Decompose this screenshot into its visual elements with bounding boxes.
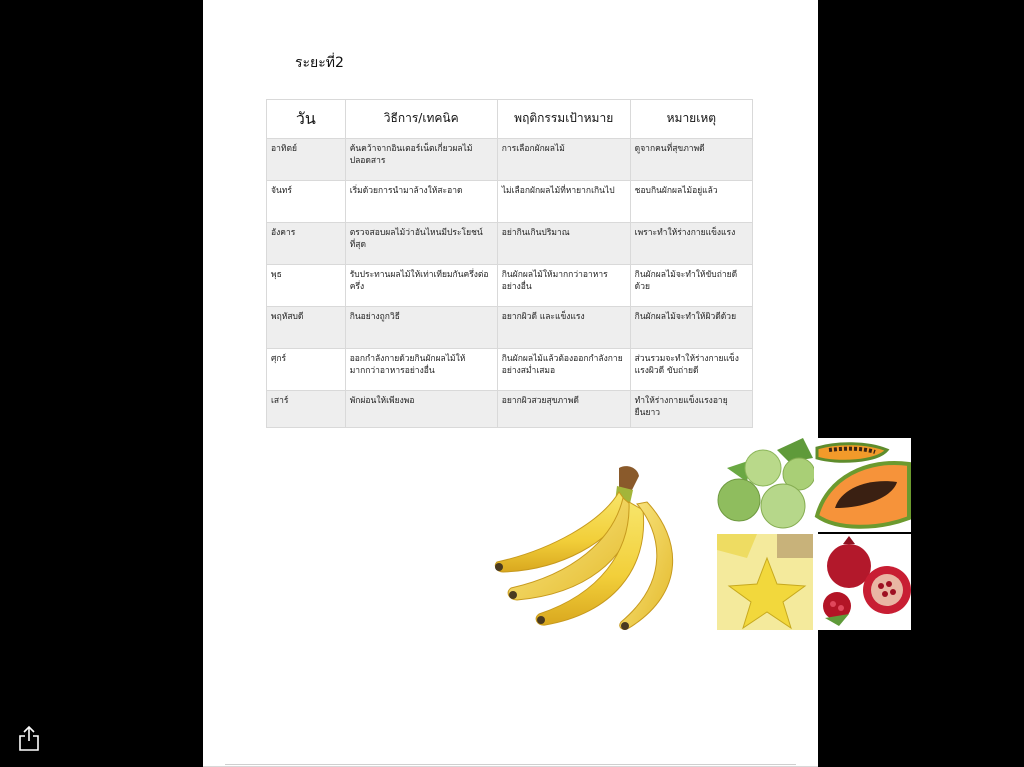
banana-image — [491, 462, 681, 632]
cell-behavior: อย่ากินเกินปริมาณ — [497, 223, 630, 265]
cell-method: รับประทานผลไม้ให้เท่าเทียมกันครึ่งต่อครึ่ง — [345, 265, 497, 307]
table-row — [267, 349, 753, 391]
cell-note: ดูจากคนที่สุขภาพดี — [630, 139, 752, 181]
header-target-behavior: พฤติกรรมเป้าหมาย — [497, 100, 630, 139]
cell-behavior: กินผักผลไม้แล้วต้องออกกำลังกายอย่างสม่ำเสมอ — [497, 349, 630, 391]
table-row — [267, 265, 753, 307]
cell-day: อาทิตย์ — [267, 139, 346, 181]
cell-note: ทำให้ร่างกายแข็งแรงอายุยืนยาว — [630, 391, 752, 428]
table-row — [267, 307, 753, 349]
cell-method: พักผ่อนให้เพียงพอ — [345, 391, 497, 428]
cell-day: ศุกร์ — [267, 349, 346, 391]
cell-note: ส่วนรวมจะทำให้ร่างกายแข็งแรงผิวดี ขับถ่ายดี — [630, 349, 752, 391]
cell-behavior: อยากผิวสวยสุขภาพดี — [497, 391, 630, 428]
cell-note: กินผักผลไม้จะทำให้ขับถ่ายดีด้วย — [630, 265, 752, 307]
cell-behavior: การเลือกผักผลไม้ — [497, 139, 630, 181]
table-row — [267, 391, 753, 428]
cell-day: พฤหัสบดี — [267, 307, 346, 349]
phase-title: ระยะที่2 — [295, 55, 344, 71]
cell-behavior: ไม่เลือกผักผลไม้ที่หายากเกินไป — [497, 181, 630, 223]
cell-method: ออกกำลังกายด้วยกินผักผลไม้ให้มากกว่าอาหารอย่างอื่น — [345, 349, 497, 391]
cell-day: จันทร์ — [267, 181, 346, 223]
cell-method: เริ่มด้วยการนำมาล้างให้สะอาด — [345, 181, 497, 223]
cell-method: ตรวจสอบผลไม้ว่าอันไหนมีประโยชน์ที่สุด — [345, 223, 497, 265]
share-icon[interactable] — [18, 725, 40, 751]
table-row — [267, 181, 753, 223]
table-row — [267, 139, 753, 181]
cell-behavior: อยากผิวดี และแข็งแรง — [497, 307, 630, 349]
cell-day: พุธ — [267, 265, 346, 307]
cell-day: อังคาร — [267, 223, 346, 265]
schedule-table — [266, 99, 753, 428]
cell-behavior: กินผักผลไม้ให้มากกว่าอาหารอย่างอื่น — [497, 265, 630, 307]
cell-method: กินอย่างถูกวิธี — [345, 307, 497, 349]
cell-method: ค้นคว้าจากอินเตอร์เน็ตเกี่ยวผลไม้ปลอดสาร — [345, 139, 497, 181]
header-day: วัน — [267, 100, 346, 139]
cell-day: เสาร์ — [267, 391, 346, 428]
fruit-collage-image — [717, 438, 911, 630]
header-note: หมายเหตุ — [630, 100, 752, 139]
table-header-row — [267, 100, 753, 139]
document-page — [203, 0, 818, 767]
cell-note: ชอบกินผักผลไม้อยู่แล้ว — [630, 181, 752, 223]
cell-note: กินผักผลไม้จะทำให้ผิวดีด้วย — [630, 307, 752, 349]
page-bottom-rule — [225, 764, 796, 765]
cell-note: เพราะทำให้ร่างกายแข็งแรง — [630, 223, 752, 265]
table-row — [267, 223, 753, 265]
header-method: วิธีการ/เทคนิค — [345, 100, 497, 139]
